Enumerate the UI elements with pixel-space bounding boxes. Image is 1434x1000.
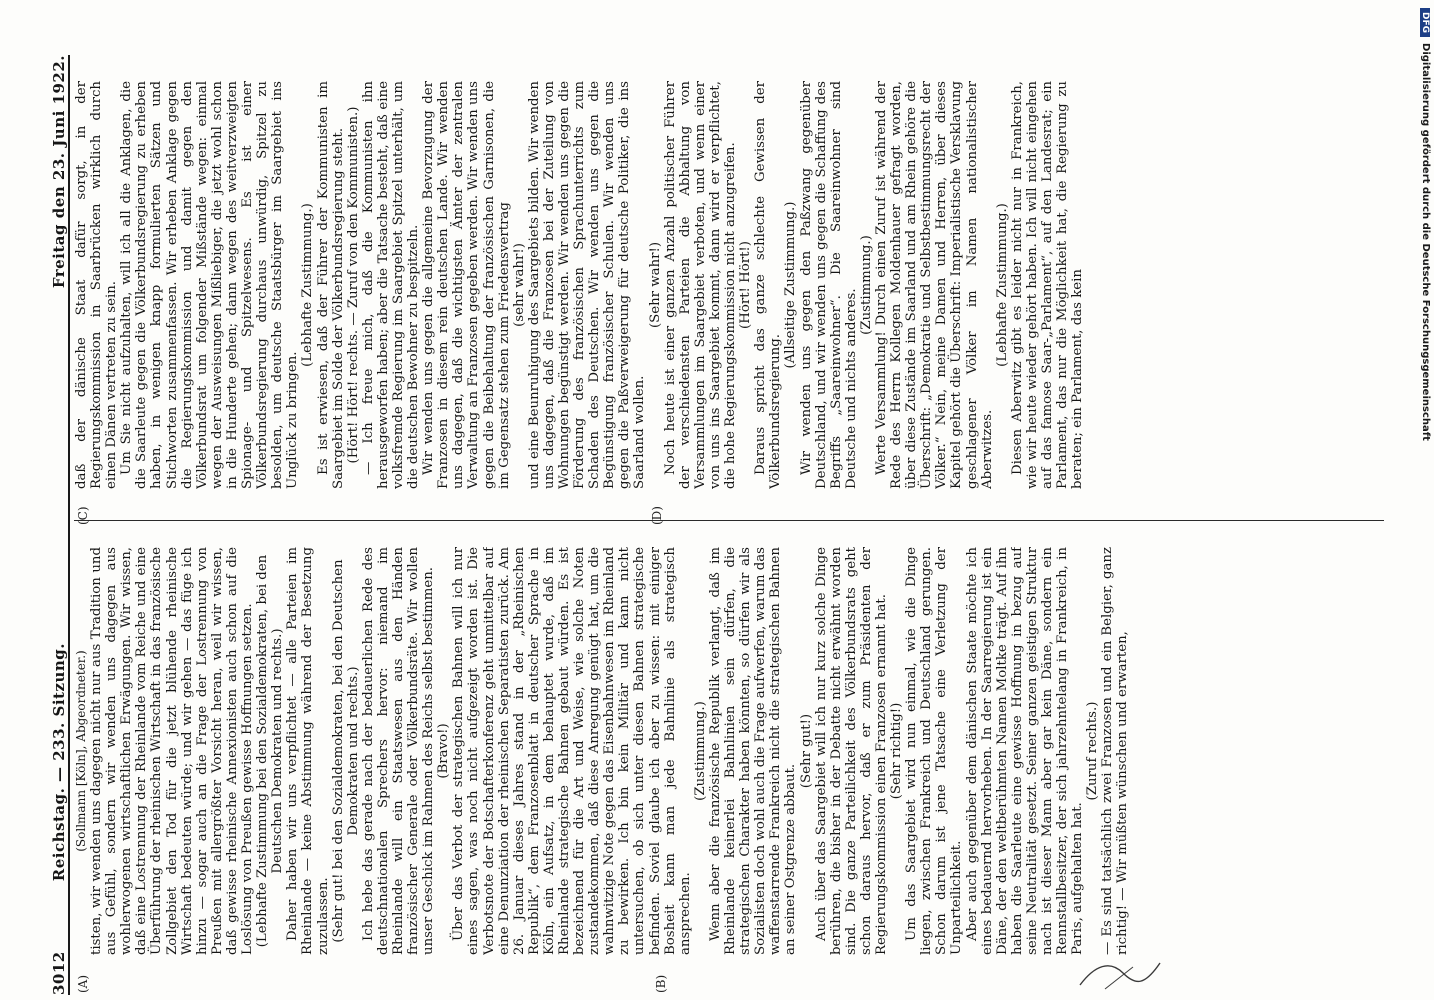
pencil-mark-icon xyxy=(1075,955,1165,995)
right-column-paragraph: (Lebhafte Zustimmung.) xyxy=(300,203,316,367)
left-column-paragraph: tisten, wir wenden uns dagegen nicht nur aus Tradition und aus Gefühl, sondern wir wenden uns dagegen aus wohlerwogenen wirtschaftlichen Erwägungen. Wir wissen, daß eine Lostrennung der Rheinlande vom Reiche und eine Überführung der rheinischen Wirtschaft in das französische Zollgebiet den Tod für die jetzt blühende rheinische Wirtschaft bedeuten würde; und wir gehen — das füge ich hinzu — sogar auch an die Frage der Lostrennung von Preußen mit allergrößter Vorsicht heran, weil wir wissen, daß gewisse rheinische Annexionisten auch schon auf die Loslösung von Preußen gewisse Hoffnungen setzen. xyxy=(89,547,256,955)
left-column-paragraph: (Sehr richtig!) xyxy=(889,702,905,800)
margin-marker-a: (A) xyxy=(76,974,90,993)
left-column-paragraph: (Bravo!) xyxy=(436,723,452,779)
header-title: Reichstag. — 233. Sitzung. xyxy=(50,643,68,882)
right-column-paragraph: Werte Versammlung! Durch einen Zuruf ist während der Rede des Herrn Kollegen Moldenhauer gefragt worden, über diese Zustände im Saarland und am Rhein gehöre die Überschrift: „Demokratie und Selbstbestimmungsrecht der Völker.“ Nein, meine Damen und Herren, über dieses Kapitel gehört die Überschrift: Imperialistische Versklavung geschlagener Völker im Namen nationalistischer Aberwitzes. xyxy=(873,81,995,489)
right-column-paragraph: Daraus spricht das ganze schlechte Gewissen der Völkerbundsregierung. xyxy=(753,81,784,489)
right-column-paragraph: (Allseitige Zustimmung.) xyxy=(783,201,799,369)
right-column-paragraph: (Zustimmung.) xyxy=(858,235,874,335)
left-column-paragraph: Wenn aber die französische Republik verlangt, daß im Rheinlande keinerlei Bahnlinien sein dürfen, die strategischen Charakter haben könnten, so dürfen wir als Sozialisten doch wohl auch die Frage aufwerfen, warum das waffenstarrende Frankreich nicht die strategischen Bahnen an seiner Ostgrenze abbaut. xyxy=(707,547,799,955)
right-column-paragraph: Es ist erwiesen, daß der Führer der Kommunisten im Saargebiet im Solde der Völkerbundsregierung steht. xyxy=(315,81,346,489)
left-column-paragraph: (Lebhafte Zustimmung bei den Sozialdemokraten, bei den Deutschen Demokraten und rechts.) xyxy=(255,554,286,948)
two-column-body xyxy=(74,55,1384,995)
left-column-paragraph: (Zustimmung.) xyxy=(692,701,708,801)
digitization-credit xyxy=(1419,8,1433,994)
left-column-paragraph: Aber auch gegenüber dem dänischen Staate möchte ich eines bedauernd hervorheben. In der Saarregierung ist ein Däne, der den weltberühmten Namen Moltke trägt. Auf ihn haben die Saarleute eine gewisse Hoffnung in bezug auf seine Neutralität gesetzt. Seiner ganzen geistigen Struktur nach ist dieser Mann aber gar kein Däne, sondern ein Rennstallbesitzer, der sich jahrzehntelang in Frankreich, in Paris, aufgehalten hat. xyxy=(964,547,1086,955)
digitization-credit-text: Digitalisierung gefördert durch die Deutsche Forschungsgemeinschaft xyxy=(1420,43,1431,441)
margin-marker-b: (B) xyxy=(654,974,668,993)
left-column-paragraph: (Sehr gut!) xyxy=(798,713,814,789)
column-divider xyxy=(74,520,1384,521)
dfg-logo-icon: DFG xyxy=(1420,8,1430,37)
header-date: Freitag den 23. Juni 1922. xyxy=(50,55,68,289)
margin-marker-d: (D) xyxy=(650,506,664,525)
right-column xyxy=(74,81,1384,489)
right-column-paragraph: (Hört! Hört!) xyxy=(738,241,754,329)
rotated-page xyxy=(44,55,1389,995)
left-column-paragraph: (Sehr gut! bei den Sozialdemokraten, bei den Deutschen Demokraten und rechts.) xyxy=(330,559,361,943)
left-column-paragraph: Daher haben wir uns verpflichtet — alle Parteien im Rheinlande — keine Abstimmung während der Besetzung zuzulassen. xyxy=(285,547,331,955)
left-column-paragraph: (Zuruf rechts.) xyxy=(1085,701,1101,801)
left-column xyxy=(74,547,1384,955)
right-column-paragraph: (sehr wahr!) xyxy=(511,243,527,327)
page-header xyxy=(44,55,70,995)
page-number: 3012 xyxy=(50,951,68,995)
right-column-paragraph: daß der dänische Staat dafür sorgt, in der Regierungskommission in Saarbrücken wirklich durch einen Dänen vertreten zu sein. xyxy=(74,81,120,489)
left-column-paragraph: Ich hebe das gerade nach der bedauerlichen Rede des deutschnationalen Sprechers hervor: niemand im Rheinlande will ein Staatswesen aus den Händen französischer Generale oder Völkerbundsräte. Wir wollen unser Geschick im Rahmen des Reichs selbst bestimmen. xyxy=(360,547,437,955)
right-column-paragraph: (Lebhafte Zustimmung.) xyxy=(994,203,1010,367)
right-column-paragraph: Diesen Aberwitz gibt es leider nicht nur in Frankreich, wie wir heute wieder gehört haben. Ich will nicht eingehen auf das famose Saar-„Parlament“, auf den Landesrat; ein Parlament, das nur die Möglichkeit hat, die Regierung zu beraten; ein Parlament, das kein xyxy=(1009,81,1086,489)
right-column-paragraph: Wir wenden uns gegen den Paßzwang gegenüber Deutschland, und wir wenden uns gegen die Schaffung des Begriffs „Saareinwohner“. Die Saareinwohner sind Deutsche und nichts anderes. xyxy=(798,81,859,489)
right-column-paragraph: Um Sie nicht aufzuhalten, will ich all die Anklagen, die die Saarleute gegen die Völkerbundsregierung zu erheben haben, in wenigen knapp formulierten Sätzen und Stichworten zusammenfassen. Wir erheben Anklage gegen die Regierungskommission und damit gegen den Völkerbundsrat um folgender Mißstände wegen: einmal wegen der Ausweisungen Mißliebiger, die jetzt wohl schon in die Hunderte gehen; dann wegen des weitverzweigten Spionage- und Spitzelwesens. Es ist einer Völkerbundsregierung durchaus unwürdig, Spitzel zu besolden, um deutsche Staatsbürger im Saargebiet ins Unglück zu bringen. xyxy=(119,81,301,489)
left-column-paragraph: (Sollmann [Köln], Abgeordneter.) xyxy=(74,650,88,852)
right-column-paragraph: und eine Beunruhigung des Saargebiets bilden. Wir wenden uns dagegen, daß die Franzosen bei der Zuteilung von Wohnungen begünstigt werden. Wir wenden uns gegen die Förderung des französischen Sprachunterrichts zum Schaden des Deutschen. Wir wenden uns gegen die Begünstigung französischer Schulen. Wir wenden uns gegen die Paßverweigerung für deutsche Politiker, die ins Saarland wollen. xyxy=(526,81,648,489)
left-column-paragraph: Um das Saargebiet wird nun einmal, wie die Dinge liegen, zwischen Frankreich und Deutschland gerungen. Schon darum ist jene Tatsache eine Verletzung der Unparteilichkeit. xyxy=(904,547,965,955)
digitization-credit-line xyxy=(1420,8,1431,994)
right-column-paragraph: Noch heute ist einer ganzen Anzahl politischer Führer der verschiedensten Parteien die Abhaltung von Versammlungen im Saargebiet verboten, und wenn einer von uns ins Saargebiet kommt, dann wird er verpflichtet, die hohe Regierungskommission nicht anzugreifen. xyxy=(662,81,739,489)
margin-marker-c: (C) xyxy=(76,506,90,525)
right-column-paragraph: (Hört! Hört! rechts. — Zuruf von den Kommunisten.) xyxy=(345,106,361,464)
right-column-paragraph: Wir wenden uns gegen die allgemeine Bevorzugung der Franzosen in diesem rein deutschen Lande. Wir wenden uns dagegen, daß die wichtigsten Ämter der zentralen Verwaltung an Franzosen gegeben werden. Wir wenden uns gegen die Beibehaltung der französischen Garnisonen, die im Gegensatz stehen zum Friedensvertrag xyxy=(421,81,512,489)
left-column-paragraph: Auch über das Saargebiet will ich nur kurz solche Dinge berühren, die bisher in der Debatte nicht erwähnt worden sind. Die ganze Parteilichkeit des Völkerbundsrats geht schon daraus hervor, daß er zum Präsidenten der Regierungskommission einen Franzosen ernannt hat. xyxy=(813,547,889,955)
right-column-paragraph: (Sehr wahr!) xyxy=(647,241,663,329)
left-column-paragraph: — Es sind tatsächlich zwei Franzosen und ein Belgier, ganz richtig! — Wir müßten wünschen und erwarten, xyxy=(1100,547,1131,955)
right-column-paragraph: — Ich freue mich, daß die Kommunisten ihn herausgeworfen haben; aber die Tatsache besteht, daß eine volksfremde Regierung im Saargebiet Spitzel unterhält, um die deutschen Bewohner zu bespitzeln. xyxy=(360,81,422,489)
left-column-paragraph: Über das Verbot der strategischen Bahnen will ich nur eines sagen, was noch nicht aufgezeigt worden ist. Die Verbotsnote der Botschafterkonferenz geht unmittelbar auf eine Denunziation der rheinischen Separatisten zurück. Am 26. Januar dieses Jahres stand in der „Rheinischen Republik“, dem Franzosenblatt in deutscher Sprache in Köln, ein Aufsatz, in dem behauptet wurde, daß im Rheinlande strategische Bahnen gebaut würden. Es ist bezeichnend für die Art und Weise, wie solche Noten zustandekommen, daß diese Anregung genügt hat, um die wahnwitzige Note gegen das Eisenbahnwesen im Rheinland zu bewirken. Ich bin kein Militär und kann nicht untersuchen, ob sich unter diesen Bahnen strategische befinden. Soviel glaube ich aber zu wissen: mit einiger Bosheit kann man jede Bahnlinie als strategisch ansprechen. xyxy=(451,547,693,955)
